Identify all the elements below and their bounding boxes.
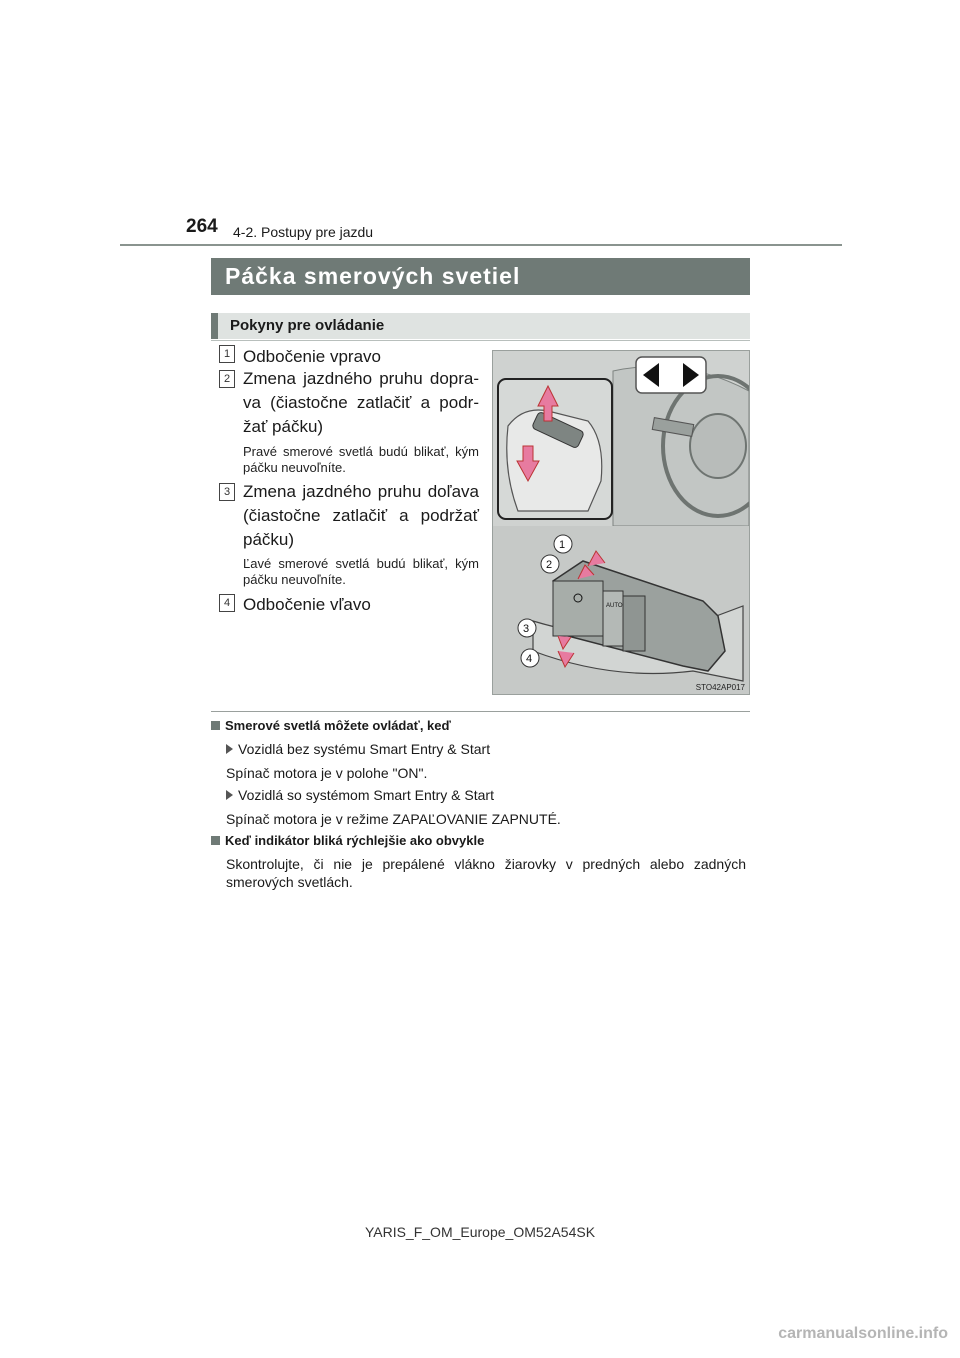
turn-signal-figure (492, 350, 750, 695)
square-bullet-icon (211, 721, 220, 730)
step-2-note: Pravé smerové svetlá budú blikať, kým páčku neuvoľníte. (243, 444, 479, 475)
document-footer: YARIS_F_OM_Europe_OM52A54SK (364, 1224, 596, 1240)
info-heading-1: Smerové svetlá môžete ovládať, keď (211, 718, 451, 733)
step-4-number: 4 (219, 594, 235, 612)
step-4-text: Odbočenie vľavo (243, 595, 371, 614)
header-divider (120, 244, 842, 246)
watermark: carmanualsonline.info (778, 1325, 948, 1342)
info-text-2: Spínač motora je v režime ZAPAĽOVANIE ZAPNUTÉ. (226, 811, 561, 827)
info-text-3: Skontrolujte, či nie je prepálené vlákno žiarovky v predných alebo zadných smerových svetlách. (226, 856, 746, 890)
callout-4: 4 (526, 653, 533, 665)
triangle-bullet-icon (226, 790, 233, 800)
auto-label: AUTO (606, 603, 623, 609)
page-title: Páčka smerových svetiel (211, 258, 750, 295)
info-heading-2: Keď indikátor bliká rýchlejšie ako obvykle (211, 833, 484, 848)
info-text-1: Spínač motora je v polohe "ON". (226, 765, 428, 781)
step-1-number: 1 (219, 345, 235, 363)
callout-3: 3 (523, 623, 530, 635)
step-3-number: 3 (219, 483, 235, 501)
callout-2: 2 (546, 559, 553, 571)
info-bullet-2: Vozidlá so systémom Smart Entry & Start (226, 787, 494, 803)
step-3-text: Zmena jazdného pruhu doľava (čiastočne zatlačiť a podržať páčku) (243, 482, 479, 549)
step-2-number: 2 (219, 370, 235, 388)
step-2-text: Zmena jazdného pruhu dopra-va (čiastočne zatlačiť a podr-žať páčku) (243, 369, 479, 436)
section-path: 4-2. Postupy pre jazdu (233, 224, 374, 240)
figure-caption: STO42AP017 (695, 683, 745, 692)
triangle-bullet-icon (226, 744, 233, 754)
callout-1: 1 (559, 539, 566, 551)
step-1-text: Odbočenie vpravo (243, 347, 381, 366)
step-3-note: Ľavé smerové svetlá budú blikať, kým páčku neuvoľníte. (243, 556, 479, 587)
lever-illustration (493, 351, 749, 694)
page-number: 264 (186, 216, 218, 237)
content-divider (211, 711, 750, 712)
section-subtitle: Pokyny pre ovládanie (211, 313, 750, 339)
subtitle-divider (211, 340, 750, 341)
info-bullet-1: Vozidlá bez systému Smart Entry & Start (226, 741, 490, 757)
square-bullet-icon (211, 836, 220, 845)
